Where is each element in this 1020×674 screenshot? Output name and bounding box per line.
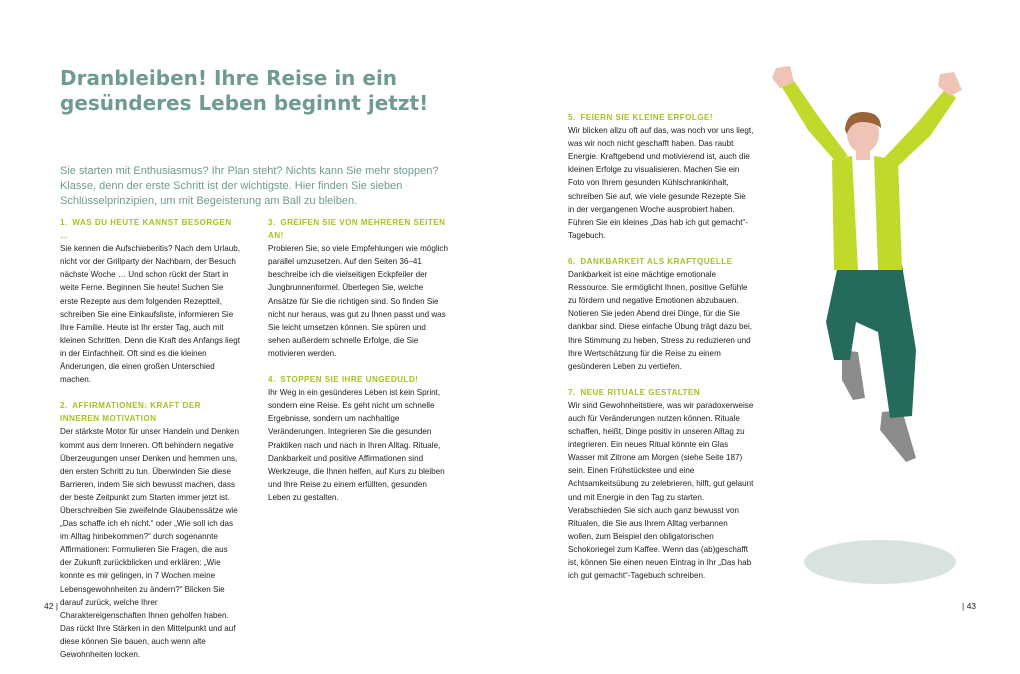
section-text: Ihr Weg in ein gesünderes Leben ist kein Sprint, sondern eine Reise. Es geht nicht um schnelle Ergebnisse, sondern um nachhaltige Veränderungen. Integrieren Sie die gesunden Praktiken nach und nach in Ihren Alltag. Rituale, Dankbarkeit und positive Affirmationen sind Werkzeuge, die Ihnen helfen, auf Kurs zu bleiben und Ihre Reise zu einem erfüllten, gesunden Leben zu gestalten.	[268, 388, 445, 502]
section-text: Der stärkste Motor für unser Handeln und Denken kommt aus dem Inneren. Oft behindern negative Überzeugungen unser Denken und hemmen uns, den ersten Schritt zu tun. Überwinden Sie diese Barrieren, indem Sie sich bewusst machen, dass der beste Zeitpunkt zum Starten immer jetzt ist. Überschreiben Sie zweifelnde Glaubenssätze wie „Das schaffe ich eh nicht.“ oder „Wie soll ich das im Alltag hinbekommen?“ durch sogenannte Affirmationen: Formulieren Sie Fragen, die aus der Zukunft zurückblicken und erklären: „Wie konnte es mir gelingen, in 7 Wochen meine Lebensgewohnheiten zu ändern?“ Blicken Sie darauf zurück, welche Ihrer Charaktereigenschaften Ihnen geholfen haben. Das rückt Ihre Stärken in den Mittelpunkt und auf diese können Sie bauen, auch wenn alte Gewohnheiten locken.	[60, 427, 240, 659]
jacket-right	[874, 156, 902, 270]
section-5	[568, 111, 754, 242]
page-title	[60, 66, 480, 116]
section-heading: 2. AFFIRMATIONEN: KRAFT DER INNEREN MOTIVATION	[60, 401, 201, 424]
page-number-right: | 43	[962, 601, 977, 611]
title-line-1: Dranbleiben! Ihre Reise in ein	[60, 66, 398, 90]
jumping-man-illustration	[750, 60, 990, 600]
section-text: Wir blicken allzu oft auf das, was noch vor uns liegt, was wir noch nicht geschafft haben. Das raubt Energie. Kraftgebend und motivierend ist, auch die kleinen Erfolge zu visualisieren. Machen Sie ein Foto von Ihrem gesunden Kühlschrankinhalt, schreiben Sie auf, wie viele gesunde Rezepte Sie in der vergangenen Woche ausprobiert haben. Führen Sie ein kleines „Das hab ich gut gemacht“-Tagebuch.	[568, 126, 754, 240]
section-1	[60, 216, 240, 386]
section-text: Dankbarkeit ist eine mächtige emotionale Ressource. Sie ermöglicht Ihnen, positive Gefühle zu fördern und negative Emotionen abzubauen. Notieren Sie jeden Abend drei Dinge, für die Sie dankbar sind. Diese einfache Übung trägt dazu bei, Ihre Stimmung zu heben, Stress zu reduzieren und Ihre Wertschätzung für die Reise zu einem gesünderen Leben zu vertiefen.	[568, 270, 753, 371]
section-heading: 1. WAS DU HEUTE KANNST BESORGEN …	[60, 218, 232, 241]
left-arm	[780, 78, 848, 162]
section-heading: 7. NEUE RITUALE GESTALTEN	[568, 387, 701, 397]
right-hand	[938, 72, 962, 96]
section-text: Probieren Sie, so viele Empfehlungen wie möglich parallel umzusetzen. Auf den Seiten 36–41 beschreibe ich die vielseitigen Eckpfeiler der Jungbrunnenformel. Überlegen Sie, welche Ansätze für Sie die richtigen sind. So finden Sie nicht nur heraus, was gut zu Ihnen passt und was Sie leicht umsetzen können. Sie spüren und sehen außerdem schnelle Erfolge, die Sie motivieren werden.	[268, 244, 448, 358]
text-column-1	[60, 216, 240, 674]
section-4	[268, 373, 448, 504]
section-6	[568, 255, 754, 373]
pants	[826, 265, 916, 418]
section-heading: 3. GREIFEN SIE VON MEHREREN SEITEN AN!	[268, 218, 446, 241]
title-line-2: gesünderes Leben beginnt jetzt!	[60, 91, 429, 115]
section-3	[268, 216, 448, 360]
text-column-3	[568, 111, 754, 595]
text-column-2	[268, 216, 448, 517]
intro-paragraph: Sie starten mit Enthusiasmus? Ihr Plan steht? Nichts kann Sie mehr stoppen? Klasse, denn der erste Schritt ist der wichtigste. Hier finden Sie sieben Schlüsselprinzipien, um mit Begeisterung am Ball zu bleiben.	[60, 165, 439, 207]
right-shoe	[880, 410, 916, 462]
ground-shadow	[804, 540, 956, 584]
section-text: Wir sind Gewohnheitstiere, was wir paradoxerweise auch für Veränderungen nutzen können. Rituale schaffen, heißt, Dinge positiv in unseren Alltag zu integrieren. Ein neues Ritual könnte ein Glas Wasser mit Zitrone am Morgen (siehe Seite 187) sein. Einen Frühstückstee und eine Achtsamkeitsübung zu zelebrieren, hilft, gut gelaunt und mit Energie in den Tag zu starten. Verabschieden Sie sich auch ganz bewusst von Ritualen, die Sie aus Ihrem Alltag verbannen wollen, zum Beispiel den obligatorischen Schokoriegel zum Kaffee. Wenn das (ab)geschafft ist, können Sie einen neuen Eintrag in Ihr „Das hab ich gut gemacht“-Tagebuch schreiben.	[568, 400, 754, 581]
page-number-left: 42 |	[44, 601, 59, 611]
right-arm	[884, 88, 956, 168]
section-heading: 4. STOPPEN SIE IHRE UNGEDULD!	[268, 375, 419, 385]
section-text: Sie kennen die Aufschieberitis? Nach dem Urlaub, nicht vor der Grillparty der Nachbarn, der Besuch nächste Woche … Und schon rückt der Start in weite Ferne. Beginnen Sie heute! Suchen Sie erste Rezepte aus dem folgenden Rezeptteil, schreiben Sie eine Einkaufsliste, informieren Sie Ihre Familie. Heute ist Ihr erster Tag, auch mit kleinen Schritten. Denn die Kraft des Anfangs liegt in der Einfachheit. Oft sind es die kleinen Änderungen, die einen großen Unterschied machen.	[60, 244, 240, 385]
section-2	[60, 399, 240, 661]
section-heading: 6. DANKBARKEIT ALS KRAFTQUELLE	[568, 256, 733, 266]
section-7	[568, 386, 754, 582]
section-heading: 5. FEIERN SIE KLEINE ERFOLGE!	[568, 113, 714, 122]
